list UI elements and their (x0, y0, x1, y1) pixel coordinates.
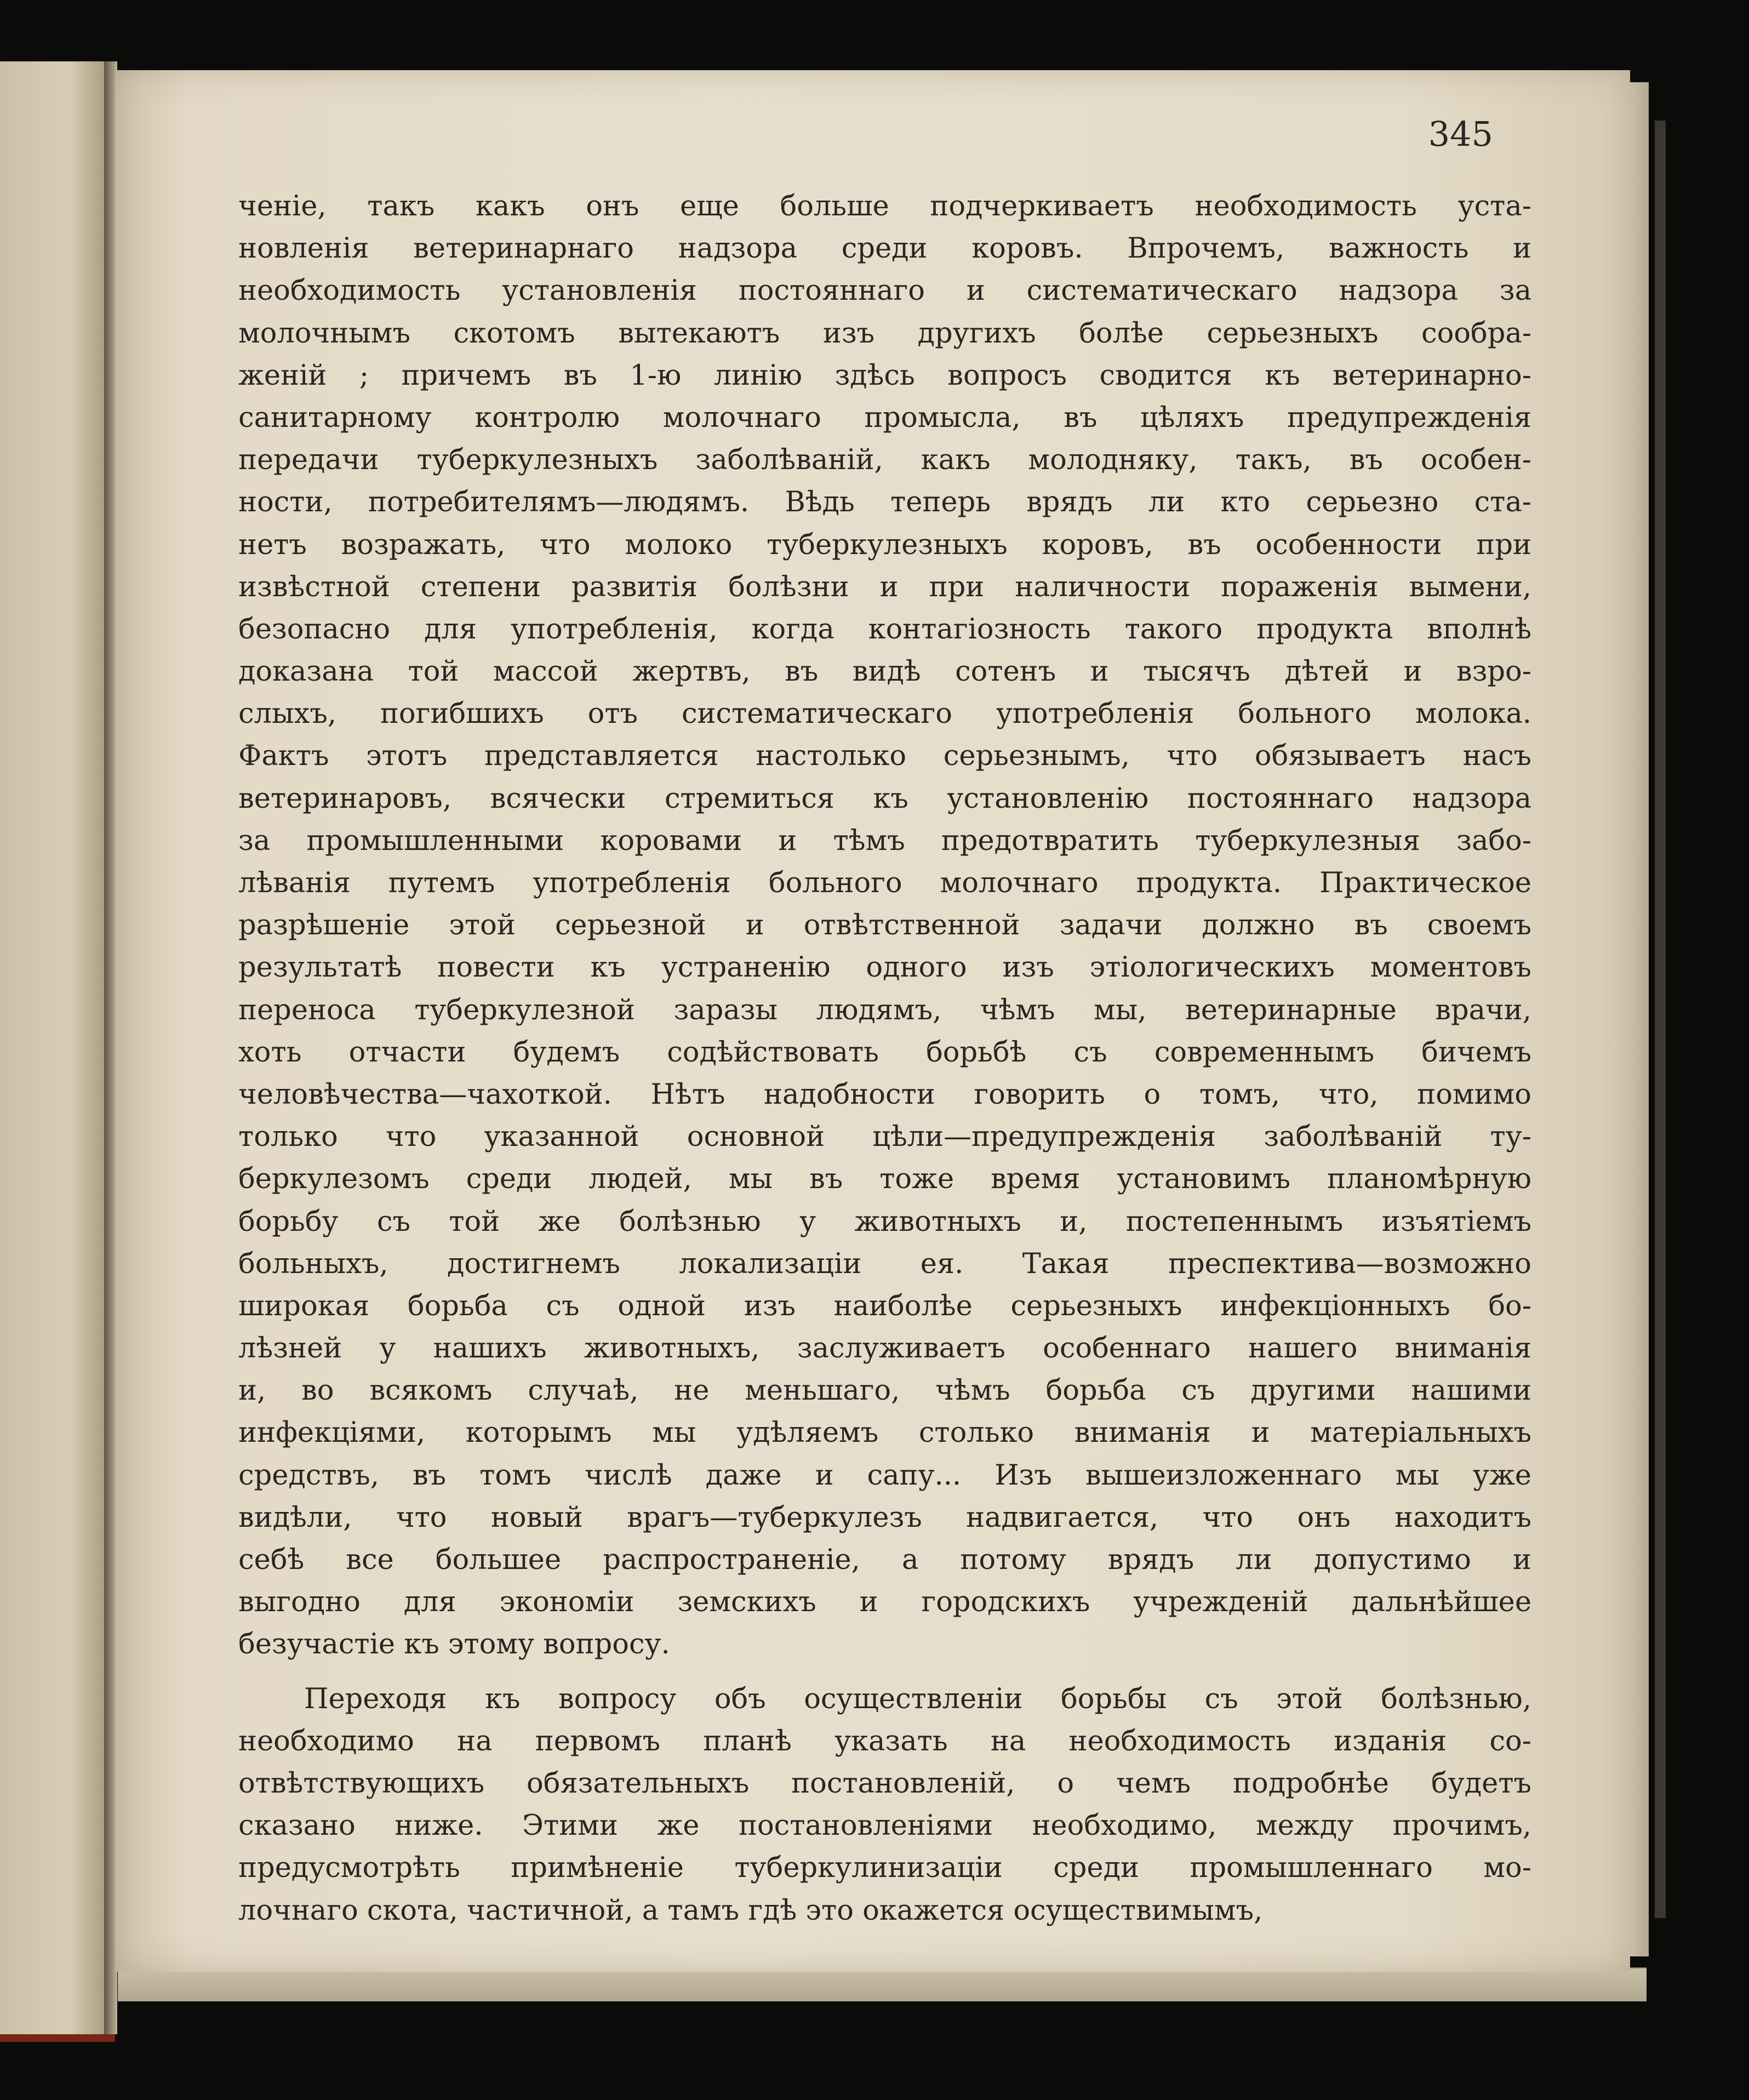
text-line: ченіе, такъ какъ онъ еще больше подчеркиваетъ необходимость уста- (238, 190, 1531, 222)
text-line: лѣзней у нашихъ животныхъ, заслуживаетъ особеннаго нашего вниманія (238, 1332, 1531, 1365)
text-line: беркулезомъ среди людей, мы въ тоже время установимъ планомѣрную (238, 1163, 1531, 1196)
text-line: Переходя къ вопросу объ осуществленіи борьбы съ этой болѣзнью, (304, 1682, 1531, 1715)
text-line: сказано ниже. Этими же постановленіями необходимо, между прочимъ, (238, 1810, 1531, 1842)
text-line: ветеринаровъ, всячески стремиться къ установленію постояннаго надзора (238, 782, 1531, 815)
text-line: молочнымъ скотомъ вытекаютъ изъ другихъ болѣе серьезныхъ сообра- (238, 317, 1531, 350)
text-line: отвѣтствующихъ обязательныхъ постановленій, о чемъ подробнѣе будетъ (238, 1767, 1531, 1800)
text-line: средствъ, въ томъ числѣ даже и сапу... Изъ вышеизложеннаго мы уже (238, 1459, 1531, 1492)
book-page (115, 70, 1630, 1972)
text-line: безопасно для употребленія, когда контагіозность такого продукта вполнѣ (238, 613, 1531, 646)
text-line: выгодно для экономіи земскихъ и городскихъ учрежденій дальнѣйшее (238, 1586, 1531, 1619)
text-line: и, во всякомъ случаѣ, не меньшаго, чѣмъ борьба съ другими нашими (238, 1374, 1531, 1407)
text-line: лѣванія путемъ употребленія больного молочнаго продукта. Практическое (238, 867, 1531, 899)
text-line: женій ; причемъ въ 1-ю линію здѣсь вопросъ сводится къ ветеринарно- (238, 359, 1531, 392)
text-line: разрѣшеніе этой серьезной и отвѣтственной задачи должно въ своемъ (238, 909, 1531, 942)
text-line: за промышленными коровами и тѣмъ предотвратить туберкулезныя забо- (238, 824, 1531, 857)
text-line: лочнаго скота, частичной, а тамъ гдѣ это окажется осуществимымъ, (238, 1894, 1263, 1927)
book-cover-edge (1655, 121, 1666, 1918)
text-line: санитарному контролю молочнаго промысла, въ цѣляхъ предупрежденія (238, 401, 1531, 434)
text-line: широкая борьба съ одной изъ наиболѣе серьезныхъ инфекціонныхъ бо- (238, 1289, 1531, 1322)
text-line: ности, потребителямъ—людямъ. Вѣдь теперь врядъ ли кто серьезно ста- (238, 486, 1531, 519)
text-line: переноса туберкулезной заразы людямъ, чѣмъ мы, ветеринарные врачи, (238, 994, 1531, 1026)
text-line: безучастіе къ этому вопросу. (238, 1628, 670, 1661)
text-line: слыхъ, погибшихъ отъ систематическаго употребленія больного молока. (238, 698, 1531, 731)
previous-page-edge (0, 61, 115, 2042)
paragraph-gap (238, 1666, 1531, 1678)
text-line: хоть отчасти будемъ содѣйствовать борьбѣ съ современнымъ бичемъ (238, 1036, 1531, 1069)
text-line: борьбу съ той же болѣзнью у животныхъ и, постепеннымъ изъятіемъ (238, 1205, 1531, 1238)
text-line: необходимо на первомъ планѣ указать на необходимость изданія со- (238, 1725, 1531, 1757)
text-line: новленія ветеринарнаго надзора среди коровъ. Впрочемъ, важность и (238, 232, 1531, 265)
text-line: инфекціями, которымъ мы удѣляемъ столько вниманія и матеріальныхъ (238, 1417, 1531, 1450)
text-line: предусмотрѣть примѣненіе туберкулинизаціи среди промышленнаго мо- (238, 1852, 1531, 1885)
text-line: необходимость установленія постояннаго и систематическаго надзора за (238, 275, 1531, 307)
text-line: результатѣ повести къ устраненію одного изъ этіологическихъ моментовъ (238, 951, 1531, 984)
text-line: доказана той массой жертвъ, въ видѣ сотенъ и тысячъ дѣтей и взро- (238, 655, 1531, 688)
text-line: нетъ возражать, что молоко туберкулезныхъ коровъ, въ особенности при (238, 528, 1531, 561)
text-line: себѣ все большее распространеніе, а потому врядъ ли допустимо и (238, 1544, 1531, 1576)
text-line: передачи туберкулезныхъ заболѣваній, какъ молодняку, такъ, въ особен- (238, 444, 1531, 477)
text-line: Фактъ этотъ представляется настолько серьезнымъ, что обязываетъ насъ (238, 740, 1531, 773)
page-number: 345 (1428, 114, 1493, 154)
text-line: видѣли, что новый врагъ—туберкулезъ надвигается, что онъ находитъ (238, 1501, 1531, 1534)
page-stack-edge-bottom (118, 1967, 1647, 2001)
body-text (238, 185, 1531, 1932)
paragraph (238, 185, 1531, 1666)
text-line: больныхъ, достигнемъ локализаціи ея. Такая преспектива—возможно (238, 1247, 1531, 1280)
text-line: извѣстной степени развитія болѣзни и при наличности пораженія вымени, (238, 570, 1531, 603)
text-line: человѣчества—чахоткой. Нѣтъ надобности говорить о томъ, что, помимо (238, 1078, 1531, 1111)
text-line: только что указанной основной цѣли—предупрежденія заболѣваній ту- (238, 1121, 1531, 1154)
paragraph (238, 1678, 1531, 1932)
